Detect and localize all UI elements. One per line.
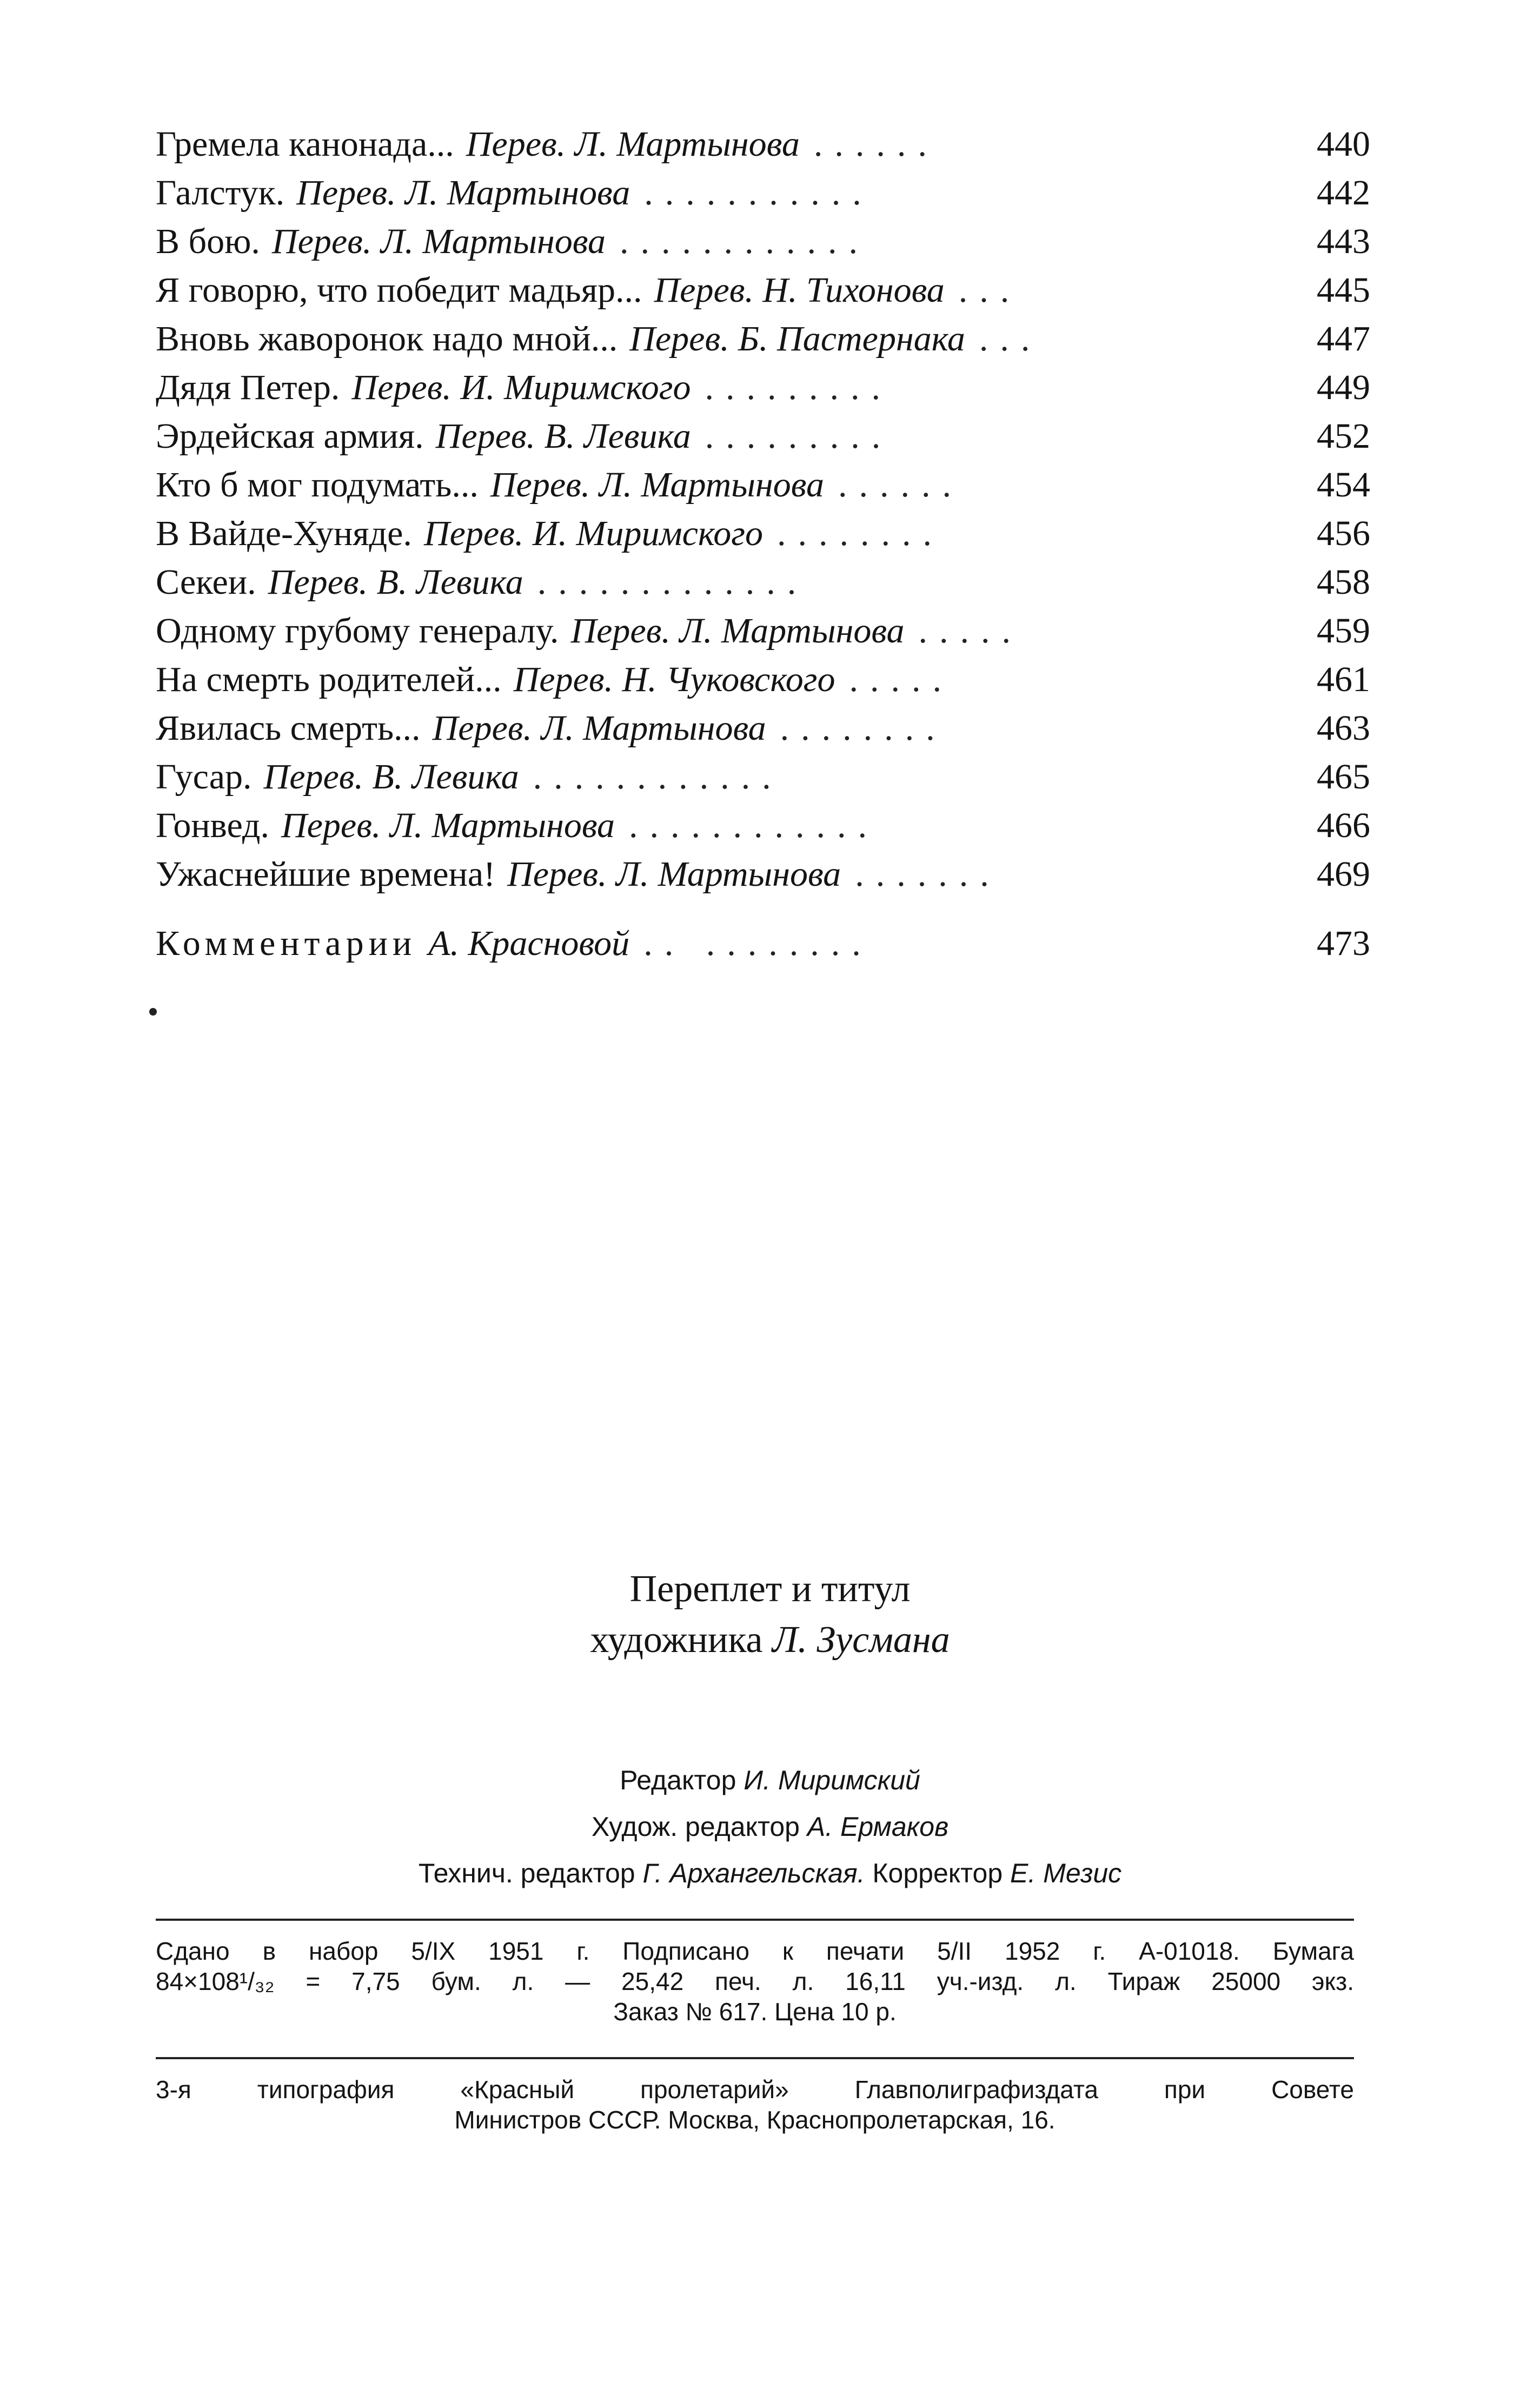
poem-title: Я говорю, что победит мадьяр... [156, 270, 642, 310]
poem-title: Эрдейская армия. [156, 416, 424, 456]
tech-editor-name: Г. Архангельская. [642, 1858, 865, 1888]
leader-dots: .. ........ [643, 924, 873, 963]
poem-title: Явилась смерть... [156, 708, 421, 748]
translator: Перев. Л. Мартынова [507, 854, 841, 894]
leader-dots: ... [958, 270, 1021, 310]
poem-title: Гусар. [156, 757, 252, 797]
art-editor-name: А. Ермаков [807, 1812, 949, 1842]
leader-dots: ............ [533, 757, 783, 797]
binding-credit-line1: Переплет и титул [629, 1568, 911, 1610]
editor-label: Редактор [620, 1765, 736, 1795]
leader-dots: ........ [777, 514, 944, 553]
toc-entry [156, 801, 1370, 850]
divider-rule [156, 1919, 1354, 1921]
toc-entry [156, 412, 1370, 461]
tech-editor-label: Технич. редактор [418, 1858, 635, 1888]
poem-title: Одному грубому генералу. [156, 611, 559, 651]
toc-entry [156, 120, 1370, 169]
translator: Перев. Л. Мартынова [466, 124, 800, 164]
page-number: 449 [1317, 368, 1370, 407]
page-number: 463 [1317, 708, 1370, 748]
leader-dots: ............ [620, 222, 869, 261]
imprint-block [156, 1936, 1354, 2027]
translator: Перев. Н. Чуковского [513, 660, 835, 699]
toc-entry [156, 850, 1370, 899]
poem-title: Гремела канонада... [156, 124, 454, 164]
poem-title: Кто б мог подумать... [156, 465, 479, 505]
art-editor-line [0, 1803, 1540, 1850]
toc-entry [156, 607, 1370, 655]
translator: Перев. Л. Мартынова [281, 806, 615, 845]
toc-entry [156, 753, 1370, 801]
leader-dots: ... [979, 319, 1042, 359]
binding-credit-line2 [0, 1615, 1540, 1666]
page-number: 458 [1317, 562, 1370, 602]
imprint-line1: Сдано в набор 5/IX 1951 г. Подписано к печати 5/II 1952 г. А-01018. Бумага [156, 1937, 1354, 1965]
leader-dots: ...... [813, 124, 939, 164]
page-number: 440 [1317, 124, 1370, 164]
page-number: 465 [1317, 757, 1370, 797]
page-number: 473 [1317, 924, 1370, 963]
toc-entry [156, 266, 1370, 315]
editor-line [0, 1757, 1540, 1803]
translator: Перев. В. Левика [263, 757, 519, 797]
page-number: 443 [1317, 222, 1370, 261]
art-editor-label: Худож. редактор [591, 1812, 800, 1842]
artist-name: Л. Зусмана [772, 1619, 950, 1661]
toc-entry [156, 558, 1370, 607]
poem-title: В бою. [156, 222, 260, 261]
page-number: 454 [1317, 465, 1370, 505]
page-number: 466 [1317, 806, 1370, 845]
leader-dots: ..... [918, 611, 1023, 651]
page-number: 452 [1317, 416, 1370, 456]
poem-title: Дядя Петер. [156, 368, 340, 407]
translator: Перев. Л. Мартынова [570, 611, 905, 651]
translator: Перев. Л. Мартынова [296, 173, 630, 213]
leader-dots: ...... [838, 465, 963, 505]
toc-entry [156, 655, 1370, 704]
toc-entry [156, 315, 1370, 363]
poem-title: Секеи. [156, 562, 256, 602]
poem-title: Гонвед. [156, 806, 269, 845]
translator: Перев. В. Левика [435, 416, 691, 456]
toc-entry [156, 363, 1370, 412]
divider-rule [156, 2057, 1354, 2059]
leader-dots: ..... [849, 660, 953, 699]
translator: Перев. Н. Тихонова [654, 270, 945, 310]
imprint-line2: 84×108¹/₃₂ = 7,75 бум. л. — 25,42 печ. л. 16,11 уч.-изд. л. Тираж 25000 экз. [156, 1967, 1354, 1995]
toc-entry [156, 461, 1370, 509]
leader-dots: ............. [537, 562, 808, 602]
translator: Перев. И. Миримского [423, 514, 764, 553]
leader-dots: ......... [705, 416, 893, 456]
corrector-name: Е. Мезис [1010, 1858, 1122, 1888]
page-number: 442 [1317, 173, 1370, 213]
leader-dots: ............ [629, 806, 879, 845]
table-of-contents [156, 120, 1370, 968]
binding-credit [0, 1564, 1540, 1666]
comments-author: А. Красновой [428, 924, 630, 963]
toc-entry [156, 509, 1370, 558]
page-number: 447 [1317, 319, 1370, 359]
translator: Перев. И. Миримского [351, 368, 691, 407]
translator: Перев. Л. Мартынова [490, 465, 824, 505]
toc-entry [156, 169, 1370, 217]
page-number: 461 [1317, 660, 1370, 699]
page-number: 459 [1317, 611, 1370, 651]
translator: Перев. Б. Пастернака [629, 319, 965, 359]
translator: Перев. В. Левика [268, 562, 523, 602]
page-number: 456 [1317, 514, 1370, 553]
editor-name: И. Миримский [744, 1765, 920, 1795]
leader-dots: ........ [780, 708, 947, 748]
poem-title: Ужаснейшие времена! [156, 854, 496, 894]
printer-block [156, 2074, 1354, 2135]
poem-title: Галстук. [156, 173, 285, 213]
page-number: 469 [1317, 854, 1370, 894]
comments-label: Комментарии [156, 924, 417, 963]
imprint-line3: Заказ № 617. Цена 10 р. [613, 1998, 897, 2026]
poem-title: На смерть родителей... [156, 660, 502, 699]
translator: Перев. Л. Мартынова [271, 222, 606, 261]
poem-title: Вновь жаворонок надо мной... [156, 319, 618, 359]
printer-line2: Министров СССР. Москва, Краснопролетарская, 16. [454, 2106, 1056, 2134]
poem-title: В Вайде-Хуняде. [156, 514, 412, 553]
page-number: 445 [1317, 270, 1370, 310]
toc-entry [156, 217, 1370, 266]
editors-block [0, 1757, 1540, 1896]
leader-dots: ........... [644, 173, 873, 213]
translator: Перев. Л. Мартынова [432, 708, 766, 748]
leader-dots: ....... [855, 854, 1001, 894]
toc-entry-comments [156, 919, 1370, 968]
toc-entry [156, 704, 1370, 753]
leader-dots: ......... [705, 368, 892, 407]
binding-credit-prefix: художника [590, 1619, 763, 1661]
stray-dot-mark [149, 1008, 157, 1016]
printer-line1: 3-я типография «Красный пролетарий» Главполиграфиздата при Совете [156, 2075, 1354, 2104]
tech-editor-line [0, 1850, 1540, 1896]
corrector-label: Корректор [872, 1858, 1003, 1888]
